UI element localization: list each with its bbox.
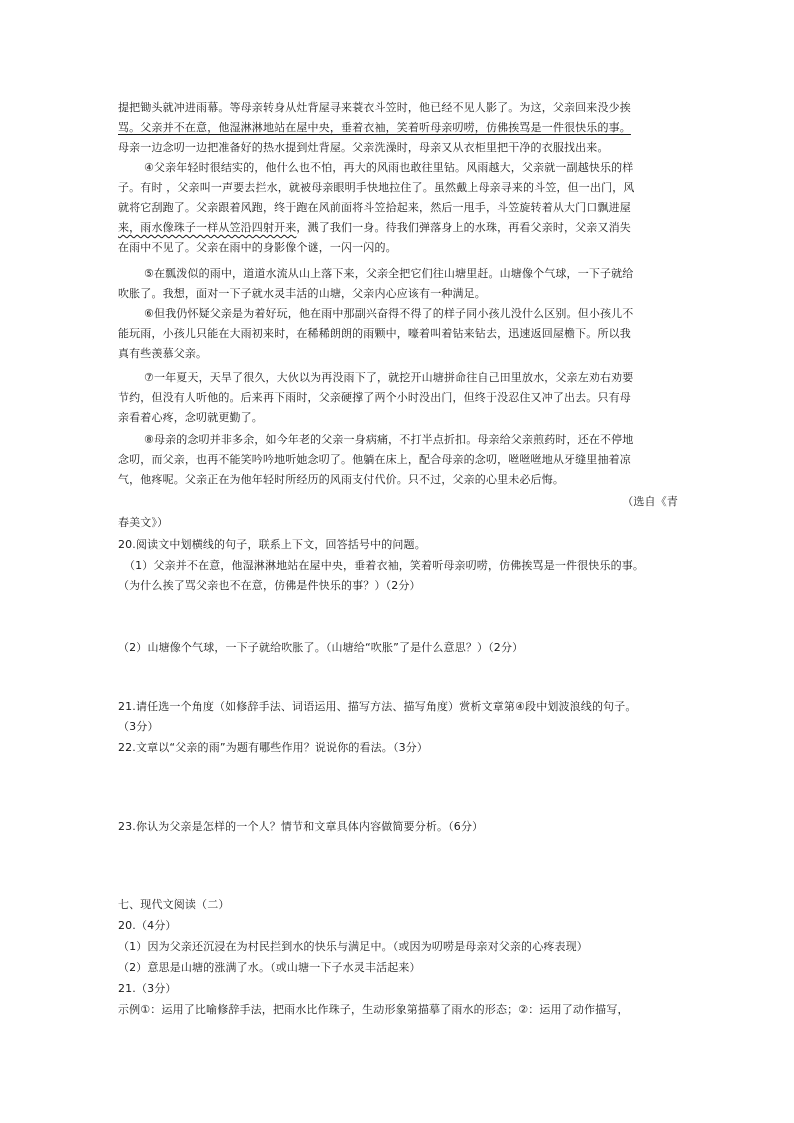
paragraph-5-line: 吹胀了。我想，面对一下子就水灵丰活的山塘，父亲内心应该有一种满足。	[118, 287, 486, 300]
paragraph-3-line: 母亲一边念叨一边把准备好的热水提到灶背屋。父亲洗澡时，母亲又从衣柜里把干净的衣服找出来。	[118, 141, 609, 154]
answer-20-1: （1）因为父亲还沉浸在为村民拦到水的快乐与满足中。（或因为叨唠是母亲对父亲的心疼表现）	[118, 940, 588, 953]
paragraph-5-line: ⑤在瓢泼似的雨中，道道水流从山上落下来，父亲全把它们往山塘里赶。山塘像个气球，一下子就给	[144, 267, 634, 280]
question-21: （3分）	[118, 720, 159, 733]
paragraph-7-line: ⑦一年夏天，天旱了很久，大伙以为再没雨下了，就挖开山塘拼命往自己田里放水，父亲左劝右劝要	[144, 371, 634, 384]
paragraph-6-line: 能玩雨，小孩儿只能在大雨初来时，在稀稀朗朗的雨颗中，嚎着叫着钻来钻去，迅速返回屋檐下。所以我	[118, 327, 631, 340]
question-20-2: （2）山塘像个气球，一下子就给吹胀了。（山塘给“吹胀”了是什么意思？）（2分）	[118, 641, 524, 654]
paragraph-3-line	[118, 121, 678, 135]
source-citation: （选自《青	[622, 495, 678, 508]
question-23: 23.你认为父亲是怎样的一个人？情节和文章具体内容做简要分析。（6分）	[118, 820, 484, 833]
paragraph-4-line: 在雨中不见了。父亲在雨中的身影像个谜，一闪一闪的。	[118, 241, 397, 254]
paragraph-7-line: 亲看着心疼，念叨就更勤了。	[118, 411, 263, 424]
question-20: 20.阅读文中划横线的句子，联系上下文，回答括号中的问题。	[118, 538, 426, 551]
answer-20-2: （2）意思是山塘的涨满了水。（或山塘一下子水灵丰活起来）	[118, 961, 421, 974]
paragraph-7-line: 节约，但没有人听他的。后来再下雨时，父亲硬撑了两个小时没出门，但终于没忍住又冲了出去。只有母	[118, 391, 631, 404]
answer-21-heading: 21.（3分）	[118, 982, 177, 995]
paragraph-4-line	[118, 221, 678, 235]
paragraph-8-line: ⑧母亲的念叨并非多余，如今年老的父亲一身病痛，不打半点折扣。母亲给父亲煎药时，还在不停地	[144, 433, 634, 446]
plain-segment: ，溅了我们一身。待我们弹落身上的水珠，再看父亲时，父亲又消失	[296, 221, 631, 234]
wavy-underline-segment: 来，雨水像珠子一样从笠沿四射开来	[118, 221, 297, 234]
paragraph-4-line: ④父亲年轻时很结实的，他什么也不怕，再大的风雨也敢往里钻。风雨越大，父亲就一副越快乐的样	[144, 161, 634, 174]
question-22: 22.文章以“父亲的雨”为题有哪些作用？说说你的看法。（3分）	[118, 741, 429, 754]
answer-21-example: 示例①：运用了比喻修辞手法，把雨水比作珠子，生动形象第描摹了雨水的形态；②：运用了动作描写，	[118, 1003, 629, 1016]
paragraph-3-line: 提把锄头就冲进雨幕。等母亲转身从灶背屋寻来蓑衣斗笠时，他已经不见人影了。为这，父亲回来没少挨	[118, 101, 631, 114]
question-21: 21.请任选一个角度（如修辞手法、词语运用、描写方法、描写角度）赏析文章第④段中划波浪线的句子。	[118, 700, 637, 713]
paragraph-4-line: 子。有时 ，父亲叫一声要去拦水，就被母亲眼明手快地拉住了。虽然戴上母亲寻来的斗笠，但一出门，风	[118, 181, 635, 194]
wavy-underlined-sentence	[118, 221, 631, 234]
underlined-sentence: 骂。父亲并不在意，他湿淋淋地站在屋中央，垂着衣袖，笑着听母亲叨唠，仿佛挨骂是一件很快乐的事。	[118, 121, 631, 134]
source-citation: 春美文》）	[118, 516, 169, 529]
paragraph-8-line: 气，他疼呢。父亲正在为他年轻时所经历的风雨支付代价。只不过，父亲的心里未必后悔。	[118, 473, 564, 486]
paragraph-6-line: ⑥但我仍怀疑父亲是为着好玩，他在雨中那副兴奋得不得了的样子同小孩儿没什么区别。但小孩儿不	[144, 307, 634, 320]
paragraph-4-line: 就将它刮跑了。父亲跟着风跑，终于跑在风前面将斗笠拾起来，然后一甩手，斗笠旋转着从大门口飘进屋	[118, 201, 631, 214]
answer-section-title: 七、现代文阅读（二）	[118, 898, 230, 911]
paragraph-8-line: 念叨，而父亲，也再不能笑吟吟地听她念叨了。他躺在床上，配合母亲的念叨，咝咝咝地从牙缝里抽着凉	[118, 453, 631, 466]
question-20-1: （1）父亲并不在意，他湿淋淋地站在屋中央，垂着衣袖，笑着听母亲叨唠，仿佛挨骂是一件很快乐的事。	[124, 559, 645, 572]
answer-20-heading: 20.（4分）	[118, 919, 177, 932]
paragraph-6-line: 真有些羡慕父亲。	[118, 347, 208, 360]
question-20-1: （为什么挨了骂父亲也不在意，仿佛是件快乐的事？）（2分）	[118, 579, 421, 592]
